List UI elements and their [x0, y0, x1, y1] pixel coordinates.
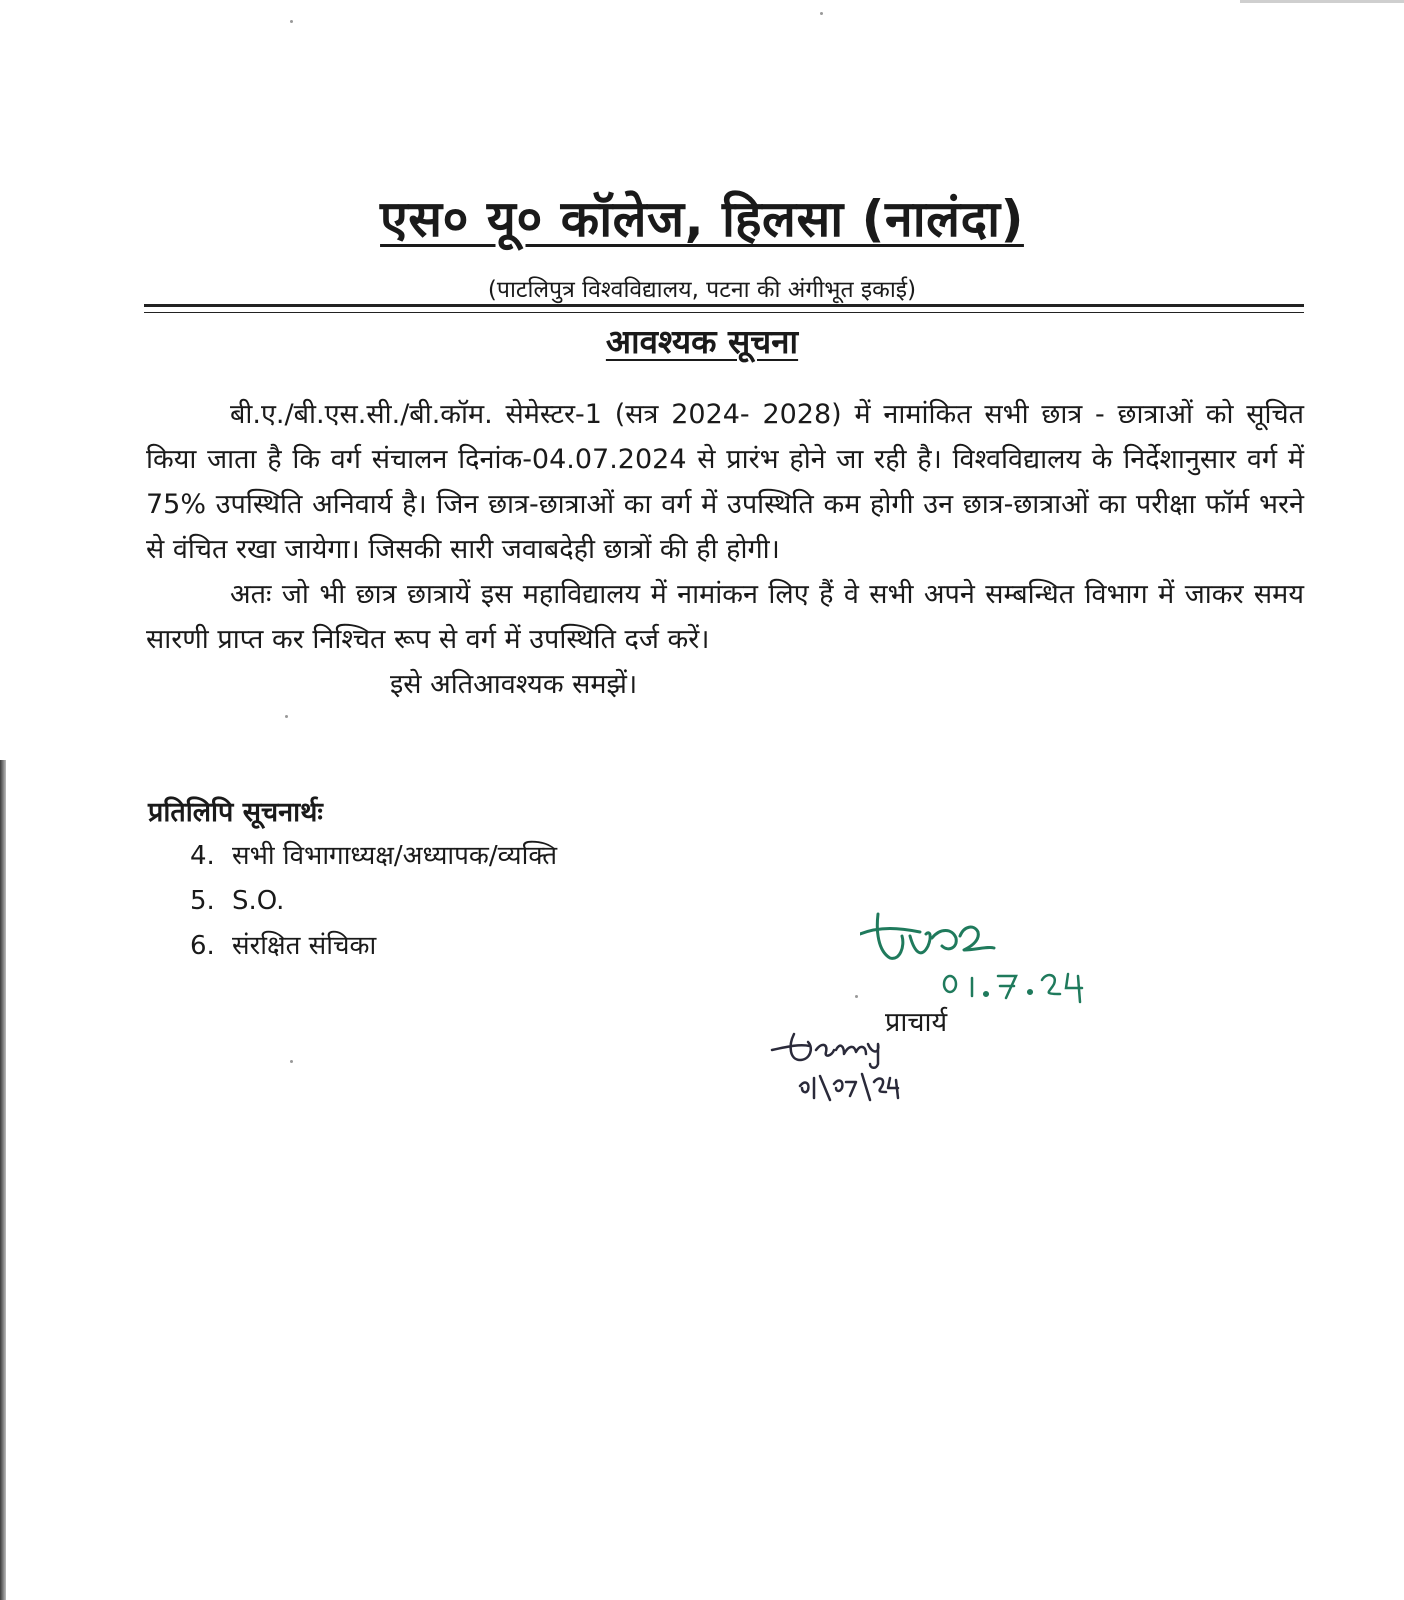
speck — [820, 12, 823, 15]
header-rule — [144, 304, 1304, 307]
affiliation: (पाटलिपुत्र विश्वविद्यालय, पटना की अंगीभूत इकाई) — [487, 277, 917, 303]
speck — [285, 715, 288, 718]
notice-heading: आवश्यक सूचना — [605, 322, 799, 361]
copy-to-list — [190, 834, 557, 969]
speck — [290, 20, 293, 23]
notice-body — [146, 392, 1304, 707]
speck — [855, 995, 858, 998]
page-edge-shadow — [0, 760, 6, 1600]
signatory-title: प्राचार्य — [885, 1007, 948, 1038]
notice-paragraph-2: अतः जो भी छात्र छात्रायें इस महाविद्यालय में नामांकन लिए हैं वे सभी अपने सम्बन्धित विभाग में जाकर समय सारणी प्राप्त कर निश्चित रूप से वर्ग में उपस्थिति दर्ज करें। — [146, 579, 1304, 655]
notice-closing: इसे अतिआवश्यक समझें। — [390, 669, 638, 700]
college-name: एस० यू० कॉलेज, हिलसा (नालंदा) — [380, 190, 1024, 248]
clerk-initials — [770, 1020, 920, 1110]
speck — [290, 1060, 293, 1063]
list-item: 5. S.O. — [190, 886, 285, 916]
principal-signature — [860, 906, 1100, 1016]
copy-to-heading: प्रतिलिपि सूचनार्थः — [148, 797, 323, 828]
list-item: 6. संरक्षित संचिका — [190, 931, 377, 961]
notice-paragraph-1: बी.ए./बी.एस.सी./बी.कॉम. सेमेस्टर-1 (सत्र 2024- 2028) में नामांकित सभी छात्र - छात्राओं को सूचित किया जाता है कि वर्ग संचालन दिनांक-04.07.2024 से प्रारंभ होने जा रही है। विश्वविद्यालय के निर्देशानुसार वर्ग में 75% उपस्थिति अनिवार्य है। जिन छात्र-छात्राओं का वर्ग में उपस्थिति कम होगी उन छात्र-छात्राओं का परीक्षा फॉर्म भरने से वंचित रखा जायेगा। जिसकी सारी जवाबदेही छात्रों की ही होगी। — [146, 399, 1304, 565]
page-edge-top — [1240, 0, 1404, 3]
header-rule-thin — [144, 312, 1304, 313]
list-item: 4. सभी विभागाध्यक्ष/अध्यापक/व्यक्ति — [190, 841, 558, 871]
